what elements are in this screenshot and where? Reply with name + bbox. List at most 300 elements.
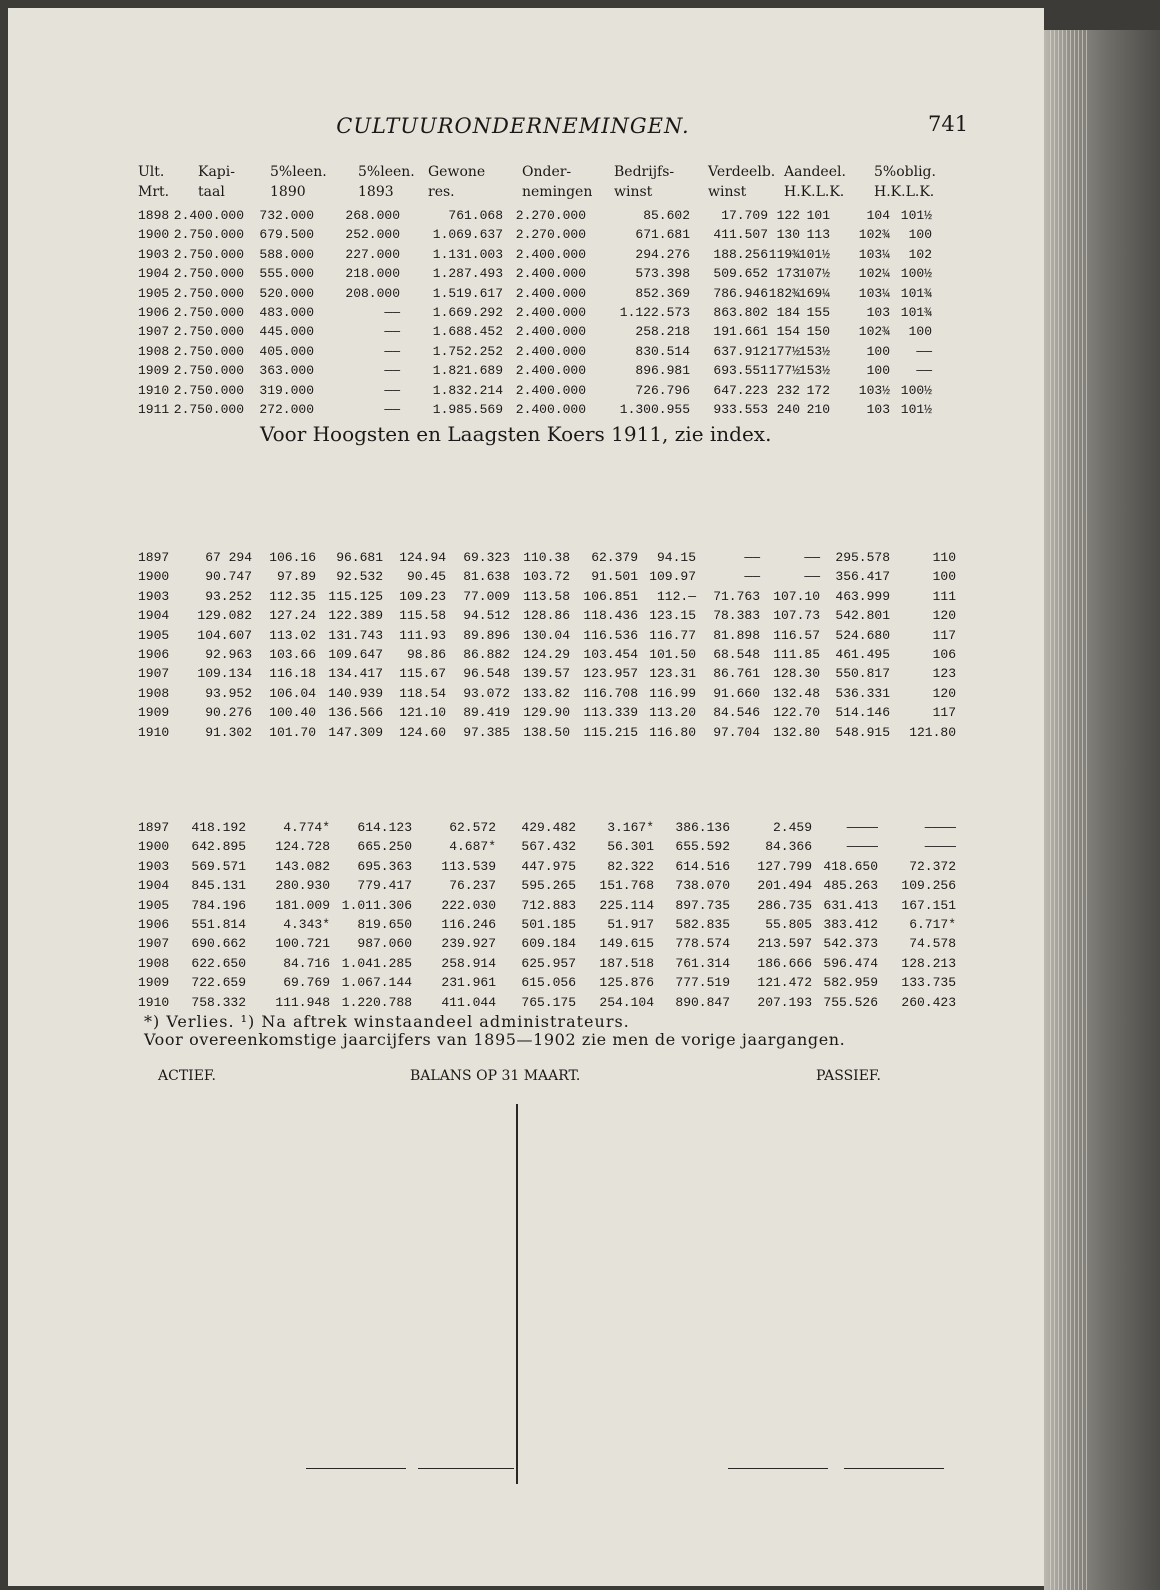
table-cell: 181.009 bbox=[275, 897, 330, 913]
table-cell: 411.507 bbox=[713, 227, 768, 243]
total-rule bbox=[306, 1468, 406, 1469]
total-rule bbox=[418, 1468, 514, 1469]
table-cell: 76.237 bbox=[449, 878, 496, 894]
passief-row bbox=[8, 1383, 1044, 1403]
table-cell: 542.801 bbox=[835, 608, 890, 624]
table-cell: 615.056 bbox=[521, 975, 576, 991]
table-cell: 103 bbox=[866, 402, 890, 417]
table-cell: 153½ bbox=[798, 363, 830, 379]
table-cell: 429.482 bbox=[521, 820, 576, 835]
table-cell: 103.454 bbox=[583, 647, 638, 662]
table-cell: 109.256 bbox=[901, 878, 956, 894]
table-cell: 110.38 bbox=[523, 550, 570, 565]
passief-row bbox=[8, 1305, 1044, 1325]
table-cell: 128.86 bbox=[523, 608, 570, 624]
table-cell: 1897 bbox=[138, 550, 170, 565]
table-cell: —— bbox=[384, 363, 400, 379]
table-cell: 100 bbox=[908, 227, 932, 243]
table-cell: 232 bbox=[776, 382, 800, 398]
table-cell: 134.417 bbox=[328, 666, 383, 682]
table-cell: 1910 bbox=[138, 724, 170, 740]
table-cell: 84.716 bbox=[283, 955, 330, 971]
table-cell: 1910 bbox=[138, 994, 170, 1010]
table-cell: 151.768 bbox=[599, 878, 654, 894]
table-cell: 138.50 bbox=[523, 724, 570, 740]
table-cell: 100 bbox=[866, 363, 890, 379]
table-cell: 101½ bbox=[900, 208, 932, 223]
table-cell: 104.607 bbox=[197, 627, 252, 643]
table-cell: 2.400.000 bbox=[515, 324, 586, 340]
table-cell: 671.681 bbox=[635, 227, 690, 243]
table-cell: 116.77 bbox=[649, 627, 696, 643]
table-cell: 139.57 bbox=[523, 666, 570, 682]
balance-totals-row bbox=[8, 1480, 1044, 1500]
table-cell: 755.526 bbox=[823, 994, 878, 1010]
table-cell: 140.939 bbox=[328, 685, 383, 701]
table-cell: —— bbox=[384, 402, 400, 417]
passief-row bbox=[8, 1226, 1044, 1246]
table-cell: 551.814 bbox=[191, 917, 246, 932]
balance-currency-row bbox=[8, 1130, 1044, 1150]
table-cell: 2.400.000 bbox=[515, 382, 586, 398]
table-cell: 1909 bbox=[138, 975, 170, 991]
table-cell: 609.184 bbox=[521, 936, 576, 952]
table-cell: 4.687* bbox=[449, 839, 496, 855]
table-cell: 595.265 bbox=[521, 878, 576, 894]
passief-row bbox=[8, 1246, 1044, 1266]
table-cell: 86.882 bbox=[463, 647, 510, 662]
passief-row bbox=[8, 1403, 1044, 1423]
table-cell: 536.331 bbox=[835, 685, 890, 701]
table-cell: 614.516 bbox=[675, 858, 730, 874]
table-cell: 405.000 bbox=[259, 343, 314, 359]
table-cell: 1900 bbox=[138, 227, 170, 243]
footnote-loss: *) Verlies. ¹) Na aftrek winstaandeel administrateurs. bbox=[144, 1012, 630, 1031]
table-cell: 102¾ bbox=[858, 324, 890, 340]
table-cell: 107.10 bbox=[773, 588, 820, 604]
table-cell: 112.— bbox=[656, 588, 696, 604]
table1-header-cell: Gewone bbox=[428, 164, 486, 180]
table-cell: 1900 bbox=[138, 839, 170, 855]
table-cell: 102¾ bbox=[858, 227, 890, 243]
table-cell: 116.536 bbox=[583, 627, 638, 643]
table-cell: 91.660 bbox=[713, 685, 760, 701]
table-cell: 78.383 bbox=[713, 608, 760, 624]
table-cell: 96.548 bbox=[463, 666, 510, 682]
table-cell: 71.763 bbox=[713, 588, 760, 604]
passief-row bbox=[8, 1266, 1044, 1286]
table-cell: 1905 bbox=[138, 285, 170, 301]
table-cell: 463.999 bbox=[835, 588, 890, 604]
actief-title: ACTIEF. bbox=[158, 1068, 216, 1084]
table-cell: 258.914 bbox=[441, 955, 496, 971]
table-cell: 582.835 bbox=[675, 917, 730, 932]
table-cell: 167.151 bbox=[901, 897, 956, 913]
table-cell: ———— bbox=[846, 839, 878, 855]
table-cell: 1904 bbox=[138, 878, 170, 894]
table-cell: 106.16 bbox=[269, 550, 316, 565]
table-cell: 124.728 bbox=[275, 839, 330, 855]
passief-row bbox=[8, 1285, 1044, 1305]
table-cell: 231.961 bbox=[441, 975, 496, 991]
table-cell: 2.750.000 bbox=[173, 305, 244, 320]
table-cell: 1907 bbox=[138, 324, 170, 340]
table-cell: 625.957 bbox=[521, 955, 576, 971]
table-cell: 690.662 bbox=[191, 936, 246, 952]
table-cell: —— bbox=[384, 382, 400, 398]
table-cell: 1.669.292 bbox=[432, 305, 503, 320]
table-cell: 294.276 bbox=[635, 246, 690, 262]
table-cell: 102 bbox=[908, 246, 932, 262]
table-cell: 97.89 bbox=[276, 569, 316, 585]
table-cell: 786.946 bbox=[713, 285, 768, 301]
table-cell: 67 294 bbox=[205, 550, 252, 565]
table-cell: 2.270.000 bbox=[515, 227, 586, 243]
table-cell: 622.650 bbox=[191, 955, 246, 971]
table-cell: 122 bbox=[776, 208, 800, 223]
table-cell: 933.553 bbox=[713, 402, 768, 417]
table-cell: 1903 bbox=[138, 858, 170, 874]
table-cell: 383.412 bbox=[823, 917, 878, 932]
table-cell: —— bbox=[744, 569, 760, 585]
table-cell: 101½ bbox=[900, 402, 932, 417]
table-cell: 56.301 bbox=[607, 839, 654, 855]
table-cell: 1897 bbox=[138, 820, 170, 835]
table-cell: 418.192 bbox=[191, 820, 246, 835]
table-cell: 2.400.000 bbox=[515, 402, 586, 417]
table-cell: 89.419 bbox=[463, 705, 510, 721]
table-cell: 2.750.000 bbox=[173, 266, 244, 282]
balance-year-row bbox=[8, 1112, 1044, 1132]
table-cell: 100.40 bbox=[269, 705, 316, 721]
table-cell: 81.638 bbox=[463, 569, 510, 585]
total-rule bbox=[728, 1468, 828, 1469]
table-cell: 722.659 bbox=[191, 975, 246, 991]
table-cell: 461.495 bbox=[835, 647, 890, 662]
passief-title: PASSIEF. bbox=[816, 1068, 881, 1084]
table-cell: 2.400.000 bbox=[515, 343, 586, 359]
table-cell: 17.709 bbox=[721, 208, 768, 223]
table-cell: 69.323 bbox=[463, 550, 510, 565]
table-cell: 726.796 bbox=[635, 382, 690, 398]
table1-header-cell: winst bbox=[614, 184, 653, 200]
table-cell: ———— bbox=[846, 820, 878, 835]
table-cell: 93.952 bbox=[205, 685, 252, 701]
table-cell: 115.215 bbox=[583, 724, 638, 740]
table-cell: 97.385 bbox=[463, 724, 510, 740]
table-cell: 109.23 bbox=[399, 588, 446, 604]
table-cell: 2.400.000 bbox=[515, 266, 586, 282]
table-cell: 485.263 bbox=[823, 878, 878, 894]
table1-header-cell: 5%leen. bbox=[270, 164, 327, 180]
table-cell: 112.35 bbox=[269, 588, 316, 604]
table-cell: 121.10 bbox=[399, 705, 446, 721]
table-cell: 69.769 bbox=[283, 975, 330, 991]
table-cell: 121.472 bbox=[757, 975, 812, 991]
table-cell: 210 bbox=[806, 402, 830, 417]
table-cell: 184 bbox=[776, 305, 800, 320]
table-cell: 129.082 bbox=[197, 608, 252, 624]
table-cell: 172 bbox=[806, 382, 830, 398]
table-cell: 863.802 bbox=[713, 305, 768, 320]
table-cell: 642.895 bbox=[191, 839, 246, 855]
table-cell: 2.750.000 bbox=[173, 285, 244, 301]
table-cell: 120 bbox=[932, 685, 956, 701]
table-cell: 258.218 bbox=[635, 324, 690, 340]
table-cell: 124.94 bbox=[399, 550, 446, 565]
table-cell: 84.366 bbox=[765, 839, 812, 855]
table-cell: 104 bbox=[866, 208, 890, 223]
table-cell: 129.90 bbox=[523, 705, 570, 721]
table1-header-cell: Mrt. bbox=[138, 184, 170, 200]
table-cell: 573.398 bbox=[635, 266, 690, 282]
table-cell: 509.652 bbox=[713, 266, 768, 282]
table-cell: 94.512 bbox=[463, 608, 510, 624]
passief-row bbox=[8, 1148, 1044, 1168]
table-cell: 524.680 bbox=[835, 627, 890, 643]
table-cell: 85.602 bbox=[643, 208, 690, 223]
table-cell: 55.805 bbox=[765, 917, 812, 932]
table-cell: 2.750.000 bbox=[173, 227, 244, 243]
table-cell: —— bbox=[804, 569, 820, 585]
table-cell: 222.030 bbox=[441, 897, 496, 913]
table-cell: 784.196 bbox=[191, 897, 246, 913]
table-cell: 647.223 bbox=[713, 382, 768, 398]
table-cell: 132.80 bbox=[773, 724, 820, 740]
table1-header-cell: Bedrijfs- bbox=[614, 164, 675, 180]
table-cell: 386.136 bbox=[675, 820, 730, 835]
table-cell: 102¼ bbox=[858, 266, 890, 282]
table-cell: 115.58 bbox=[399, 608, 446, 624]
table-cell: 100½ bbox=[900, 266, 932, 282]
table-cell: 3.167* bbox=[607, 820, 654, 835]
table-cell: 93.072 bbox=[463, 685, 510, 701]
table-cell: 191.661 bbox=[713, 324, 768, 340]
table-cell: 107.73 bbox=[773, 608, 820, 624]
table-cell: 665.250 bbox=[357, 839, 412, 855]
table-cell: 150 bbox=[806, 324, 830, 340]
table-cell: —— bbox=[744, 550, 760, 565]
table-cell: 109.134 bbox=[197, 666, 252, 682]
table-cell: 207.193 bbox=[757, 994, 812, 1010]
table-cell: 363.000 bbox=[259, 363, 314, 379]
table-cell: 124.29 bbox=[523, 647, 570, 662]
table-cell: 777.519 bbox=[675, 975, 730, 991]
table-cell: 68.548 bbox=[713, 647, 760, 662]
book-page-edge bbox=[1044, 30, 1160, 1590]
table-cell: 254.104 bbox=[599, 994, 654, 1010]
table-cell: 91.501 bbox=[591, 569, 638, 585]
table-cell: 177½ bbox=[768, 363, 800, 379]
table-cell: 268.000 bbox=[345, 208, 400, 223]
table-cell: 2.459 bbox=[772, 820, 812, 835]
table-cell: 1907 bbox=[138, 666, 170, 682]
table1-header-cell: 1893 bbox=[358, 184, 394, 200]
table-cell: 103½ bbox=[858, 382, 890, 398]
table-cell: 100 bbox=[866, 343, 890, 359]
table-cell: 116.246 bbox=[441, 917, 496, 932]
table-cell: 103.72 bbox=[523, 569, 570, 585]
table-cell: 109.647 bbox=[328, 647, 383, 662]
table-cell: 101¾ bbox=[900, 285, 932, 301]
table-cell: 1903 bbox=[138, 246, 170, 262]
table-cell: 765.175 bbox=[521, 994, 576, 1010]
table-cell: 1906 bbox=[138, 305, 170, 320]
table-cell: ———— bbox=[924, 820, 956, 835]
table-cell: 830.514 bbox=[635, 343, 690, 359]
table-cell: 596.474 bbox=[823, 955, 878, 971]
table-cell: 569.571 bbox=[191, 858, 246, 874]
table-cell: 123.31 bbox=[649, 666, 696, 682]
table-cell: 1909 bbox=[138, 363, 170, 379]
table-cell: 758.332 bbox=[191, 994, 246, 1010]
table-cell: 1.752.252 bbox=[432, 343, 503, 359]
table-cell: 96.681 bbox=[336, 550, 383, 565]
table1-header-cell: taal bbox=[198, 184, 225, 200]
table1-header-cell: winst bbox=[708, 184, 747, 200]
table-cell: 280.930 bbox=[275, 878, 330, 894]
table-cell: 555.000 bbox=[259, 266, 314, 282]
table-cell: 119¾ bbox=[768, 246, 800, 262]
table-cell: 130.04 bbox=[523, 627, 570, 643]
table-cell: 187.518 bbox=[599, 955, 654, 971]
table1-header-cell: Verdeelb. bbox=[708, 164, 776, 180]
table-cell: 186.666 bbox=[757, 955, 812, 971]
balance-title: BALANS OP 31 MAART. bbox=[410, 1068, 581, 1084]
table-cell: 1.300.955 bbox=[619, 402, 690, 417]
table-cell: 136.566 bbox=[328, 705, 383, 721]
table-cell: 121.80 bbox=[909, 724, 956, 740]
table-cell: 201.494 bbox=[757, 878, 812, 894]
table-cell: 1.832.214 bbox=[432, 382, 503, 398]
table-cell: 123.15 bbox=[649, 608, 696, 624]
table-cell: 778.574 bbox=[675, 936, 730, 952]
table-cell: 116.99 bbox=[649, 685, 696, 701]
table-cell: 169¼ bbox=[798, 285, 830, 301]
table-cell: 149.615 bbox=[599, 936, 654, 952]
book-page bbox=[8, 8, 1044, 1586]
table-cell: 845.131 bbox=[191, 878, 246, 894]
table-cell: 679.500 bbox=[259, 227, 314, 243]
table-cell: 51.917 bbox=[607, 917, 654, 932]
table-cell: 111.93 bbox=[399, 627, 446, 643]
passief-row bbox=[8, 1364, 1044, 1384]
table-cell: 2.400.000 bbox=[515, 363, 586, 379]
table-cell: 286.735 bbox=[757, 897, 812, 913]
table-cell: 520.000 bbox=[259, 285, 314, 301]
table-cell: 143.082 bbox=[275, 858, 330, 874]
table-cell: 127.24 bbox=[269, 608, 316, 624]
table1-header-cell: 1890 bbox=[270, 184, 306, 200]
table-cell: —— bbox=[804, 550, 820, 565]
table-cell: 100 bbox=[908, 324, 932, 340]
table-cell: 447.975 bbox=[521, 858, 576, 874]
table-cell: 295.578 bbox=[835, 550, 890, 565]
table-cell: 1909 bbox=[138, 705, 170, 721]
table-cell: 117 bbox=[932, 627, 956, 643]
table-cell: ———— bbox=[924, 839, 956, 855]
table-cell: 82.322 bbox=[607, 858, 654, 874]
table-cell: 2.400.000 bbox=[515, 285, 586, 301]
table-cell: 128.30 bbox=[773, 666, 820, 682]
table-cell: 130 bbox=[776, 227, 800, 243]
table-cell: 74.578 bbox=[909, 936, 956, 952]
table1-header-cell: res. bbox=[428, 184, 455, 200]
table-cell: 90.747 bbox=[205, 569, 252, 585]
table-cell: 483.000 bbox=[259, 305, 314, 320]
table-cell: 101¾ bbox=[900, 305, 932, 320]
table-cell: 91.302 bbox=[205, 724, 252, 740]
table-cell: 116.708 bbox=[583, 685, 638, 701]
page-number: 741 bbox=[928, 112, 969, 136]
table-cell: 111.85 bbox=[773, 647, 820, 662]
table-cell: 987.060 bbox=[357, 936, 412, 952]
table-cell: 147.309 bbox=[328, 724, 383, 740]
table-cell: 582.959 bbox=[823, 975, 878, 991]
table-cell: 1908 bbox=[138, 343, 170, 359]
passief-row bbox=[8, 1187, 1044, 1207]
table-cell: 177½ bbox=[768, 343, 800, 359]
table-cell: 101.70 bbox=[269, 724, 316, 740]
table-cell: 131.743 bbox=[328, 627, 383, 643]
table-cell: 1.287.493 bbox=[432, 266, 503, 282]
table-cell: 2.400.000 bbox=[173, 208, 244, 223]
table-cell: 1905 bbox=[138, 897, 170, 913]
table-cell: 90.45 bbox=[406, 569, 446, 585]
table1-header-cell: Aandeel. bbox=[784, 164, 846, 180]
table-cell: 103 bbox=[866, 305, 890, 320]
table-cell: 94.15 bbox=[656, 550, 696, 565]
table-cell: 111.948 bbox=[275, 994, 330, 1010]
table-cell: 272.000 bbox=[259, 402, 314, 417]
table-cell: 542.373 bbox=[823, 936, 878, 952]
table-cell: —— bbox=[384, 343, 400, 359]
table-cell: 655.592 bbox=[675, 839, 730, 855]
table-cell: 319.000 bbox=[259, 382, 314, 398]
table-cell: 110 bbox=[932, 550, 956, 565]
table-cell: 588.000 bbox=[259, 246, 314, 262]
table-cell: 106 bbox=[932, 647, 956, 662]
table-cell: 1906 bbox=[138, 647, 170, 662]
table-cell: 107½ bbox=[798, 266, 830, 282]
table-cell: 123 bbox=[932, 666, 956, 682]
table-cell: 2.750.000 bbox=[173, 246, 244, 262]
table-cell: 213.597 bbox=[757, 936, 812, 952]
table-cell: 252.000 bbox=[345, 227, 400, 243]
price-note: Voor Hoogsten en Laagsten Koers 1911, zie index. bbox=[260, 422, 772, 446]
table-cell: 411.044 bbox=[441, 994, 496, 1010]
table-cell: 6.717* bbox=[909, 917, 956, 932]
table-cell: 896.981 bbox=[635, 363, 690, 379]
table-cell: 115.125 bbox=[328, 588, 383, 604]
table-cell: 188.256 bbox=[713, 246, 768, 262]
table-cell: 97.704 bbox=[713, 724, 760, 740]
table-cell: 127.799 bbox=[757, 858, 812, 874]
table-cell: 116.18 bbox=[269, 666, 316, 682]
total-rule bbox=[844, 1468, 944, 1469]
table-cell: 2.750.000 bbox=[173, 382, 244, 398]
table-cell: 113.539 bbox=[441, 858, 496, 874]
table-cell: 1907 bbox=[138, 936, 170, 952]
table-cell: 120 bbox=[932, 608, 956, 624]
passief-row bbox=[8, 1168, 1044, 1188]
table1-header-cell: nemingen bbox=[522, 184, 593, 200]
table-cell: 2.750.000 bbox=[173, 402, 244, 417]
table-cell: 4.774* bbox=[283, 820, 330, 835]
table-cell: 1.011.306 bbox=[341, 897, 412, 913]
page-title: CULTUURONDERNEMINGEN. bbox=[336, 114, 690, 138]
table-cell: 1.131.003 bbox=[432, 246, 503, 262]
